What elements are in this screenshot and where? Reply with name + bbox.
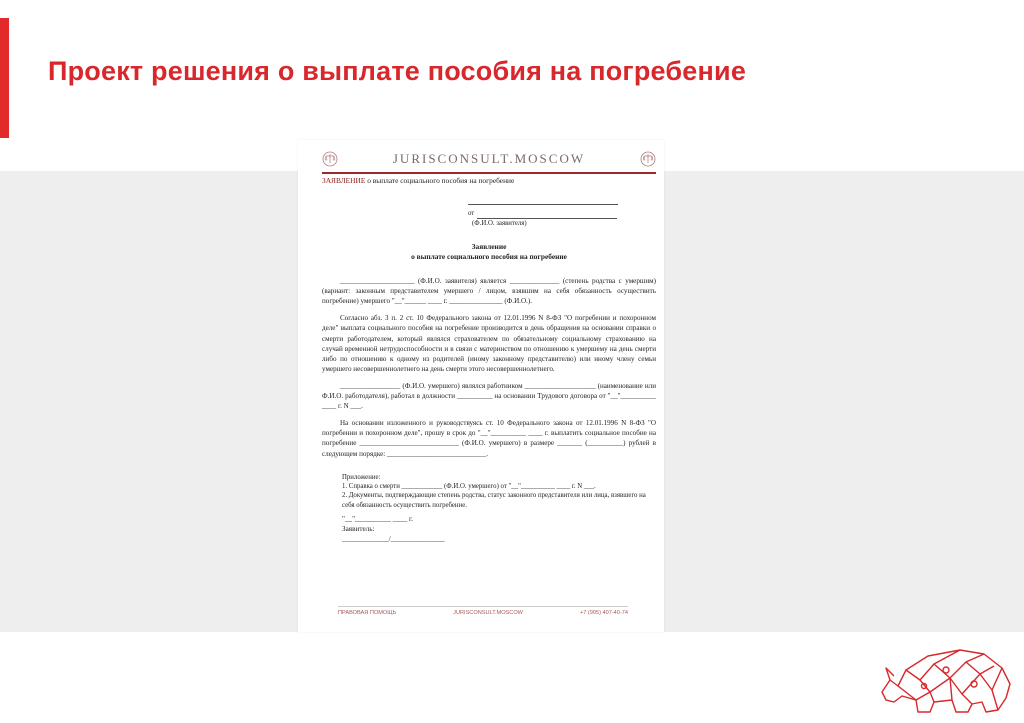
accent-bar bbox=[0, 18, 9, 138]
footer-center: JURISCONSULT.MOSCOW bbox=[453, 610, 523, 616]
recipient-block bbox=[468, 196, 656, 228]
paragraph-2: Согласно абз. 3 п. 2 ст. 10 Федерального закона от 12.01.1996 N 8-ФЗ "О погребении и похоронном деле" выплата социального пособия на погребение производится в день обращения на основании справки о смерти работодателем, который являлся страхователем по обязательному социальному страхованию на случай временной нетрудоспособности и в связи с материнством по отношению к умершему на день смерти либо по отношению к одному из родителей (иному законному представителю) или иному члену семьи умершего несовершеннолетнего на день смерти этого несовершеннолетнего. bbox=[322, 314, 656, 373]
document-subheading bbox=[322, 176, 656, 186]
applicant-label: Заявитель: bbox=[342, 525, 375, 534]
document-image bbox=[298, 140, 664, 632]
paragraph-4: На основании изложенного и руководствуясь ст. 10 Федерального закона от 12.01.1996 N 8-ФЗ "О погребении и похоронном деле", прошу в срок до "__"__________ ____ г. выплатить социальное пособие на погребение ____________________________ (Ф.И.О. умершего) в размере _______ (__________) рублей в следующем порядке: ____________________________. bbox=[322, 419, 656, 458]
footer-left: ПРАВОВАЯ ПОМОЩЬ bbox=[338, 610, 397, 616]
subheading-rest: о выплате социального пособия на погребение bbox=[365, 176, 515, 185]
scales-emblem-icon bbox=[322, 151, 338, 167]
header-rule bbox=[322, 172, 656, 174]
recipient-line bbox=[477, 210, 617, 219]
attachment-2: 2. Документы, подтверждающие степень родства, статус законного представителя или лица, взявшего на себя обязанность осуществить погребение. bbox=[342, 492, 646, 509]
recipient-from: от bbox=[468, 210, 475, 218]
gray-panel-left bbox=[0, 171, 298, 632]
gray-panel-right bbox=[664, 171, 1024, 632]
signature-block bbox=[342, 514, 656, 544]
document-header bbox=[322, 148, 656, 170]
date-line: "__"__________ ____ г. bbox=[342, 515, 413, 524]
attachments-label: Приложение: bbox=[342, 473, 381, 481]
footer-right: +7 (905) 407-40-74 bbox=[579, 610, 628, 616]
document-brand: JURISCONSULT.MOSCOW bbox=[392, 150, 586, 166]
document-title bbox=[322, 242, 656, 262]
signature-line: _____________/_______________ bbox=[342, 535, 445, 544]
slide-title: Проект решения о выплате пособия на погребение bbox=[48, 56, 747, 86]
document-body bbox=[322, 148, 656, 544]
recipient-line bbox=[468, 196, 618, 205]
rhino-logo-icon bbox=[876, 640, 1016, 716]
document-title-line1: Заявление bbox=[471, 242, 507, 252]
subheading-prefix: ЗАЯВЛЕНИЕ bbox=[322, 176, 366, 185]
attachment-1: 1. Справка о смерти ____________ (Ф.И.О. умершего) от "__"__________ ____ г. N ___. bbox=[342, 483, 596, 490]
recipient-caption: (Ф.И.О. заявителя) bbox=[472, 219, 527, 227]
document-title-line2: о выплате социального пособия на погребение bbox=[411, 252, 567, 262]
attachments-block bbox=[342, 473, 656, 511]
paragraph-1: _____________________ (Ф.И.О. заявителя) является ______________ (степень родства с умершим) (вариант: законным представителем умершего / лицом, взявшим на себя обязанность осуществить погребение) умершего "__"______ ____ г. _______________ (Ф.И.О.). bbox=[322, 277, 656, 306]
scales-emblem-icon bbox=[640, 151, 656, 167]
paragraph-3: _________________ (Ф.И.О. умершего) являлся работником ____________________ (наименование или Ф.И.О. работодателя), работал в должности __________ на основании Трудового договора от "__"__________ ____ г. N ___. bbox=[322, 381, 656, 411]
document-footer bbox=[338, 606, 628, 616]
